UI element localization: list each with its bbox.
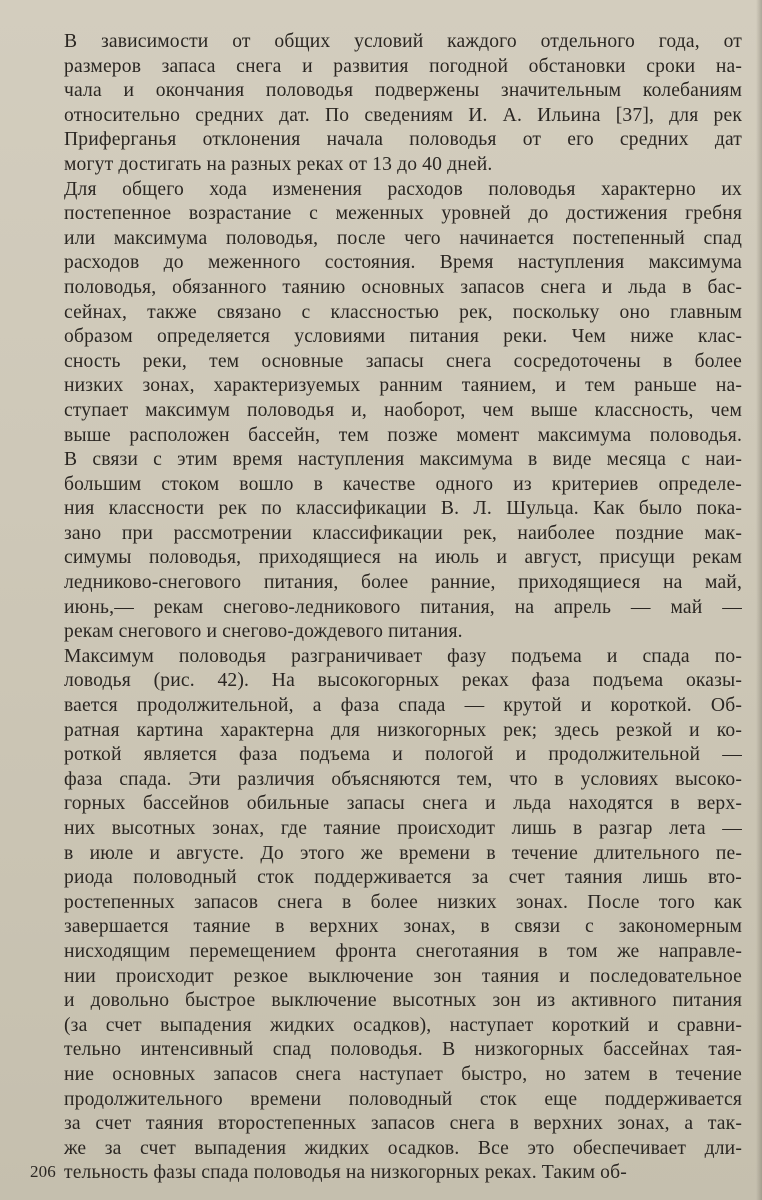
text-line: сейнах, также связано с классностью рек, поскольку оно главным <box>64 301 742 323</box>
text-line: фаза спада. Эти различия объясняются тем, что в условиях высоко- <box>64 768 742 790</box>
text-line: нисходящим перемещением фронта снеготаяния в том же направле- <box>64 940 742 962</box>
text-line: относительно средних дат. По сведениям И. А. Ильина [37], для рек <box>64 104 742 126</box>
text-line: Максимум половодья разграничивает фазу подъема и спада по- <box>64 645 742 667</box>
text-line: в июле и августе. До этого же времени в течение длительного пе- <box>64 842 742 864</box>
text-line: тельно интенсивный спад половодья. В низкогорных бассейнах тая- <box>64 1039 742 1061</box>
text-body <box>32 30 742 1186</box>
text-line: ледниково-снегового питания, более ранние, приходящиеся на май, <box>64 572 742 594</box>
text-line: же за счет выпадения жидких осадков. Все это обеспечивает дли- <box>64 1137 742 1159</box>
text-line: размеров запаса снега и развития погодной обстановки сроки на- <box>64 55 742 77</box>
text-line: тельность фазы спада половодья на низкогорных реках. Таким об- <box>64 1162 627 1184</box>
text-line: В связи с этим время наступления максимума в виде месяца с наи- <box>64 449 742 471</box>
text-line: риода половодный сток поддерживается за счет таяния лишь вто- <box>64 867 742 889</box>
page-number: 206 <box>30 1162 56 1181</box>
text-line: Для общего хода изменения расходов половодья характерно их <box>64 178 742 200</box>
text-line: июнь,— рекам снегово-ледникового питания, на апрель — май — <box>64 596 742 618</box>
text-line: ступает максимум половодья и, наоборот, чем выше классность, чем <box>64 399 742 421</box>
paragraph <box>32 645 742 1186</box>
text-line: симумы половодья, приходящиеся на июль и август, присущи рекам <box>64 547 742 569</box>
text-line: могут достигать на разных реках от 13 до 40 дней. <box>64 153 493 175</box>
text-line: образом определяется условиями питания реки. Чем ниже клас- <box>64 326 742 348</box>
text-line: расходов до меженного состояния. Время наступления максимума <box>64 252 742 274</box>
text-line: роткой является фаза подъема и пологой и продолжительной — <box>64 744 742 766</box>
text-line: (за счет выпадения жидких осадков), наступает короткий и сравни- <box>64 1014 742 1036</box>
text-line: половодья, обязанного таянию основных запасов снега и льда в бас- <box>64 276 742 298</box>
text-line: зано при рассмотрении классификации рек, наиболее поздние мак- <box>64 522 742 544</box>
text-line: продолжительного времени половодный сток еще поддерживается <box>64 1088 742 1110</box>
text-line: вается продолжительной, а фаза спада — крутой и короткой. Об- <box>64 695 742 717</box>
text-line: и довольно быстрое выключение высотных зон из активного питания <box>64 990 742 1012</box>
text-line: ловодья (рис. 42). На высокогорных реках фаза подъема оказы- <box>64 670 742 692</box>
text-line: горных бассейнов обильные запасы снега и льда находятся в верх- <box>64 793 742 815</box>
text-line: ратная картина характерна для низкогорных рек; здесь резкой и ко- <box>64 719 742 741</box>
text-line: низких зонах, характеризуемых ранним таянием, и тем раньше на- <box>64 375 742 397</box>
text-line: нии происходит резкое выключение зон таяния и последовательное <box>64 965 742 987</box>
text-line: выше расположен бассейн, тем позже момент максимума половодья. <box>64 424 742 446</box>
paragraph <box>32 178 742 645</box>
paragraph <box>32 30 742 178</box>
page-edge-shadow <box>756 0 762 1200</box>
text-line: большим стоком вошло в качестве одного из критериев определе- <box>64 473 742 495</box>
text-line: ростепенных запасов снега в более низких зонах. После того как <box>64 891 742 913</box>
text-line: за счет таяния второстепенных запасов снега в верхних зонах, а так- <box>64 1113 742 1135</box>
text-line: В зависимости от общих условий каждого отдельного года, от <box>64 31 742 52</box>
text-line: ния классности рек по классификации В. Л. Шульца. Как было пока- <box>64 498 742 520</box>
text-line: завершается таяние в верхних зонах, в связи с закономерным <box>64 916 742 938</box>
text-line: чала и окончания половодья подвержены значительным колебаниям <box>64 80 742 102</box>
text-line: сность реки, тем основные запасы снега сосредоточены в более <box>64 350 742 372</box>
text-line: рекам снегового и снегово-дождевого питания. <box>64 621 463 643</box>
text-line: ние основных запасов снега наступает быстро, но затем в течение <box>64 1063 742 1085</box>
text-line: или максимума половодья, после чего начинается постепенный спад <box>64 227 742 249</box>
text-line: Приферганья отклонения начала половодья от его средних дат <box>64 129 742 151</box>
text-line: них высотных зонах, где таяние происходит лишь в разгар лета — <box>64 818 742 839</box>
text-line: постепенное возрастание с меженных уровней до достижения гребня <box>64 203 742 225</box>
